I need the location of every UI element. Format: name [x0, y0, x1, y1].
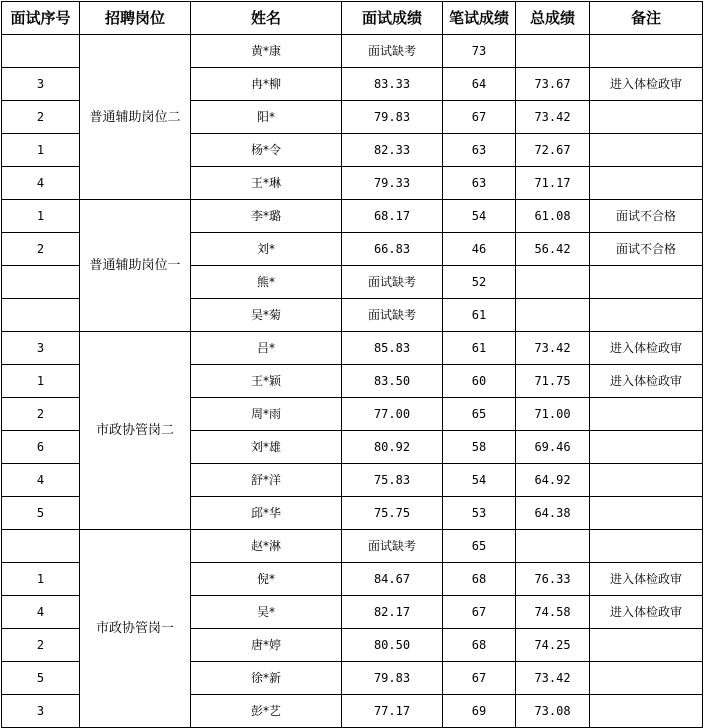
seq-cell: 5	[2, 662, 80, 695]
name-cell: 邱*华	[191, 497, 342, 530]
note-cell: 进入体检政审	[590, 365, 703, 398]
written-cell: 65	[443, 398, 516, 431]
written-cell: 69	[443, 695, 516, 728]
post-cell: 普通辅助岗位一	[80, 200, 191, 332]
seq-cell: 1	[2, 563, 80, 596]
name-cell: 刘*	[191, 233, 342, 266]
name-cell: 周*雨	[191, 398, 342, 431]
written-cell: 52	[443, 266, 516, 299]
interview-cell: 79.33	[342, 167, 443, 200]
note-cell	[590, 299, 703, 332]
note-cell	[590, 167, 703, 200]
note-cell: 面试不合格	[590, 200, 703, 233]
note-cell	[590, 266, 703, 299]
note-cell: 进入体检政审	[590, 332, 703, 365]
seq-cell: 1	[2, 134, 80, 167]
note-cell	[590, 695, 703, 728]
seq-cell: 3	[2, 332, 80, 365]
note-cell	[590, 497, 703, 530]
written-cell: 68	[443, 629, 516, 662]
name-cell: 熊*	[191, 266, 342, 299]
interview-cell: 面试缺考	[342, 266, 443, 299]
total-cell	[516, 299, 590, 332]
interview-cell: 75.75	[342, 497, 443, 530]
seq-cell: 4	[2, 464, 80, 497]
total-cell: 73.42	[516, 332, 590, 365]
note-cell	[590, 530, 703, 563]
interview-cell: 79.83	[342, 662, 443, 695]
note-cell	[590, 398, 703, 431]
post-cell: 市政协管岗一	[80, 530, 191, 728]
name-cell: 舒*洋	[191, 464, 342, 497]
name-cell: 彭*艺	[191, 695, 342, 728]
interview-cell: 83.33	[342, 68, 443, 101]
seq-cell: 2	[2, 101, 80, 134]
interview-cell: 面试缺考	[342, 299, 443, 332]
note-cell	[590, 464, 703, 497]
name-cell: 王*颖	[191, 365, 342, 398]
interview-cell: 83.50	[342, 365, 443, 398]
seq-cell	[2, 530, 80, 563]
seq-cell: 2	[2, 398, 80, 431]
interview-cell: 面试缺考	[342, 35, 443, 68]
total-cell: 69.46	[516, 431, 590, 464]
total-cell: 56.42	[516, 233, 590, 266]
interview-cell: 68.17	[342, 200, 443, 233]
seq-cell: 4	[2, 167, 80, 200]
post-cell: 普通辅助岗位二	[80, 35, 191, 200]
note-cell	[590, 101, 703, 134]
interview-cell: 84.67	[342, 563, 443, 596]
table-row	[2, 530, 703, 563]
table-row	[2, 200, 703, 233]
written-cell: 54	[443, 464, 516, 497]
total-cell: 71.00	[516, 398, 590, 431]
interview-cell: 77.00	[342, 398, 443, 431]
note-cell	[590, 134, 703, 167]
total-cell	[516, 35, 590, 68]
written-cell: 54	[443, 200, 516, 233]
seq-cell: 1	[2, 200, 80, 233]
total-cell: 74.25	[516, 629, 590, 662]
interview-cell: 面试缺考	[342, 530, 443, 563]
total-cell: 64.38	[516, 497, 590, 530]
interview-cell: 82.17	[342, 596, 443, 629]
interview-cell: 82.33	[342, 134, 443, 167]
written-cell: 63	[443, 134, 516, 167]
total-cell	[516, 530, 590, 563]
name-cell: 阳*	[191, 101, 342, 134]
seq-cell: 3	[2, 695, 80, 728]
seq-cell: 2	[2, 629, 80, 662]
table-row	[2, 332, 703, 365]
header-post: 招聘岗位	[80, 2, 191, 35]
note-cell: 进入体检政审	[590, 68, 703, 101]
total-cell: 73.67	[516, 68, 590, 101]
written-cell: 67	[443, 101, 516, 134]
interview-cell: 85.83	[342, 332, 443, 365]
interview-cell: 66.83	[342, 233, 443, 266]
seq-cell: 1	[2, 365, 80, 398]
written-cell: 68	[443, 563, 516, 596]
note-cell	[590, 431, 703, 464]
note-cell: 面试不合格	[590, 233, 703, 266]
header-seq: 面试序号	[2, 2, 80, 35]
table-row	[2, 35, 703, 68]
written-cell: 63	[443, 167, 516, 200]
written-cell: 64	[443, 68, 516, 101]
seq-cell	[2, 266, 80, 299]
seq-cell: 3	[2, 68, 80, 101]
name-cell: 黄*康	[191, 35, 342, 68]
written-cell: 58	[443, 431, 516, 464]
note-cell	[590, 662, 703, 695]
interview-cell: 80.92	[342, 431, 443, 464]
seq-cell: 6	[2, 431, 80, 464]
written-cell: 73	[443, 35, 516, 68]
total-cell: 71.17	[516, 167, 590, 200]
total-cell: 74.58	[516, 596, 590, 629]
total-cell: 73.42	[516, 101, 590, 134]
name-cell: 吕*	[191, 332, 342, 365]
name-cell: 唐*婷	[191, 629, 342, 662]
name-cell: 吴*菊	[191, 299, 342, 332]
written-cell: 67	[443, 596, 516, 629]
seq-cell: 5	[2, 497, 80, 530]
name-cell: 徐*新	[191, 662, 342, 695]
written-cell: 60	[443, 365, 516, 398]
written-cell: 65	[443, 530, 516, 563]
interview-cell: 80.50	[342, 629, 443, 662]
name-cell: 吴*	[191, 596, 342, 629]
note-cell: 进入体检政审	[590, 563, 703, 596]
results-table	[1, 1, 703, 728]
name-cell: 杨*令	[191, 134, 342, 167]
note-cell	[590, 35, 703, 68]
seq-cell: 2	[2, 233, 80, 266]
header-name: 姓名	[191, 2, 342, 35]
name-cell: 王*琳	[191, 167, 342, 200]
total-cell: 71.75	[516, 365, 590, 398]
interview-cell: 79.83	[342, 101, 443, 134]
name-cell: 李*璐	[191, 200, 342, 233]
total-cell	[516, 266, 590, 299]
total-cell: 73.42	[516, 662, 590, 695]
table-body	[2, 35, 703, 728]
post-cell: 市政协管岗二	[80, 332, 191, 530]
note-cell	[590, 629, 703, 662]
written-cell: 67	[443, 662, 516, 695]
header-interview: 面试成绩	[342, 2, 443, 35]
written-cell: 61	[443, 332, 516, 365]
note-cell: 进入体检政审	[590, 596, 703, 629]
name-cell: 冉*柳	[191, 68, 342, 101]
name-cell: 赵*淋	[191, 530, 342, 563]
interview-cell: 77.17	[342, 695, 443, 728]
total-cell: 61.08	[516, 200, 590, 233]
total-cell: 76.33	[516, 563, 590, 596]
written-cell: 46	[443, 233, 516, 266]
total-cell: 72.67	[516, 134, 590, 167]
header-total: 总成绩	[516, 2, 590, 35]
header-note: 备注	[590, 2, 703, 35]
total-cell: 73.08	[516, 695, 590, 728]
name-cell: 刘*雄	[191, 431, 342, 464]
written-cell: 53	[443, 497, 516, 530]
name-cell: 倪*	[191, 563, 342, 596]
total-cell: 64.92	[516, 464, 590, 497]
seq-cell	[2, 35, 80, 68]
seq-cell	[2, 299, 80, 332]
header-written: 笔试成绩	[443, 2, 516, 35]
seq-cell: 4	[2, 596, 80, 629]
written-cell: 61	[443, 299, 516, 332]
header-row	[2, 2, 703, 35]
interview-cell: 75.83	[342, 464, 443, 497]
